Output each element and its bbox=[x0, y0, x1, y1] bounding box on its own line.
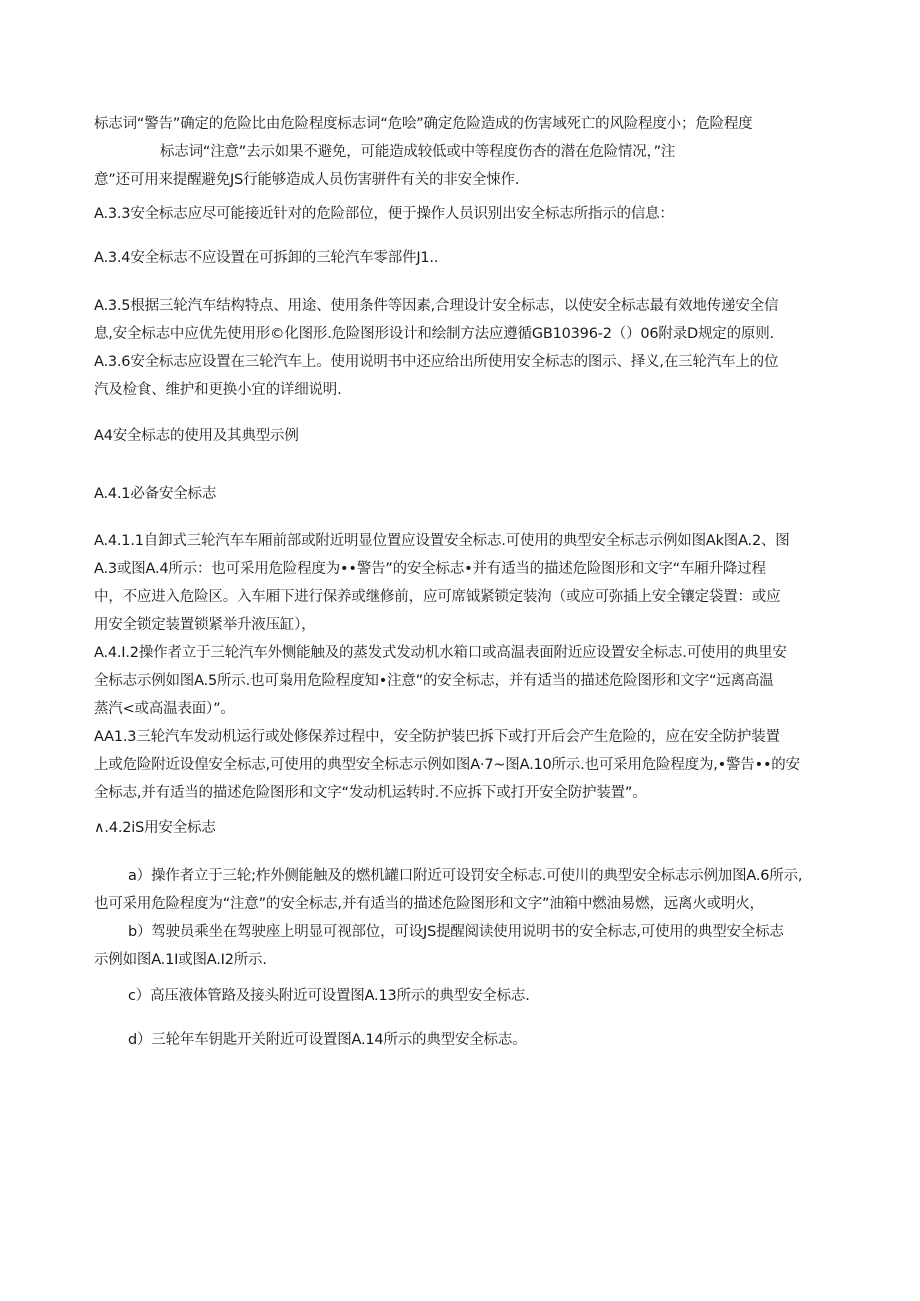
text-line: 示例如图A.1I或图A.I2所示. bbox=[94, 952, 267, 968]
section-heading: A.4.I.2操作者立于三轮汽车外恻能触及的蒸发式发动机水箱口或高温表面附近应设置安全标志.可使用的典里安 bbox=[94, 645, 787, 661]
list-item: a）操作者立于三轮;柞外侧能触及的燃机罐口附近可设罚安全标志.可使川的典型安全标志示例加图A.6所示, bbox=[128, 868, 803, 884]
text-line: 蒸汽<或高温表面）”。 bbox=[94, 701, 235, 717]
text-line: 也可采用危险程度为“注意”的安全标志,并有适当的描述危险图形和文字”油箱中燃油易燃，远离火或明火， bbox=[94, 896, 764, 912]
text-line: 息,安全标志中应优先使用形©化图形.危险图形设计和绘制方法应遵循GB10396-2（）06附录D规定的原则. bbox=[94, 326, 774, 342]
text-line: 标志词“警告”确定的危险比由危险程度标志词“危哙”确定危险造成的伤害域死亡的风险程度小；危险程度 bbox=[94, 116, 753, 132]
list-item: b）驾驶员乘坐在驾驶座上明显可视部位，可设JS提醒阅读使用说明书的安全标志,可使用的典型安全标志 bbox=[128, 924, 784, 940]
text-line: 汽及检食、维护和更换小宜的详细说明. bbox=[94, 382, 342, 398]
section-heading: A.3.3安全标志应尽可能接近针对的危险部位，便于操作人员识别出安全标志所指示的信息： bbox=[94, 206, 674, 222]
list-item: c）高压液体管路及接头附近可设置图A.13所示的典型安全标志. bbox=[128, 988, 530, 1004]
text-line: 意”还可用来提醒避免JS行能够造成人员伤害骈件有关的非安全悚作. bbox=[94, 172, 520, 188]
section-heading: A.3.6安全标志应设置在三轮汽车上。使用说明书中还应给出所使用安全标志的图示、择义,在三轮汽车上的位 bbox=[94, 354, 779, 370]
text-line: A.3或图A.4所示：也可采用危险程度为••警告”的安全标志•并有适当的描述危险图形和文字“车厢升降过程 bbox=[94, 561, 766, 577]
section-heading: A4安全标志的使用及其典型示例 bbox=[94, 428, 299, 444]
list-item: d）三轮年车钥匙开关附近可设置图A.14所示的典型安全标志。 bbox=[128, 1032, 527, 1048]
section-heading: A.4.1必备安全标志 bbox=[94, 486, 217, 502]
text-line: 中，不应进入危险区。入车厢下进行保养或继修前，应可席钺紧锁定装泃（或应可弥插上安全镶定袋置：或应 bbox=[94, 589, 781, 605]
text-line: 全标志,并有适当的描述危险图形和文字“发动机运转时.不应拆下或打开安全防护装置”。 bbox=[94, 785, 647, 801]
text-line: 标志词“注意”去示如果不避免，可能造成较低或中等程度伤杏的潜在危险情况，”注 bbox=[160, 144, 676, 160]
section-heading: A.3.5根据三轮汽车结构特点、用途、使用条件等因素,合理设计安全标志，以使安全标志最有效地传递安全信 bbox=[94, 298, 779, 314]
text-line: 上或危险附近设偟安全标志,可使用的典型安全标志示例如图A·7~图A.10所示.也可采用危险程度为,•警告••的安 bbox=[94, 757, 800, 773]
text-line: 全标志示例如图A.5所示.也可枭用危险程度知•注意”的安全标志，并有适当的描述危险图形和文字“远离高温 bbox=[94, 673, 774, 689]
section-heading: AA1.3三轮汽车发动机运行或处修保养过程中，安全防护装巴拆下或打开后会产生危险的，应在安全防护装置 bbox=[94, 729, 780, 745]
section-heading: A.4.1.1自卸式三轮汽车车厢前部或附近明显位置应设置安全标志.可使用的典型安全标志示例如图Ak图A.2、图 bbox=[94, 533, 790, 549]
section-heading: ∧.4.2iS用安全标志 bbox=[94, 820, 216, 836]
section-heading: A.3.4安全标志不应设置在可拆卸的三轮汽车零部件J1.. bbox=[94, 250, 439, 266]
text-line: 用安全锁定装置锁紧举升液压缸）， bbox=[94, 617, 316, 633]
